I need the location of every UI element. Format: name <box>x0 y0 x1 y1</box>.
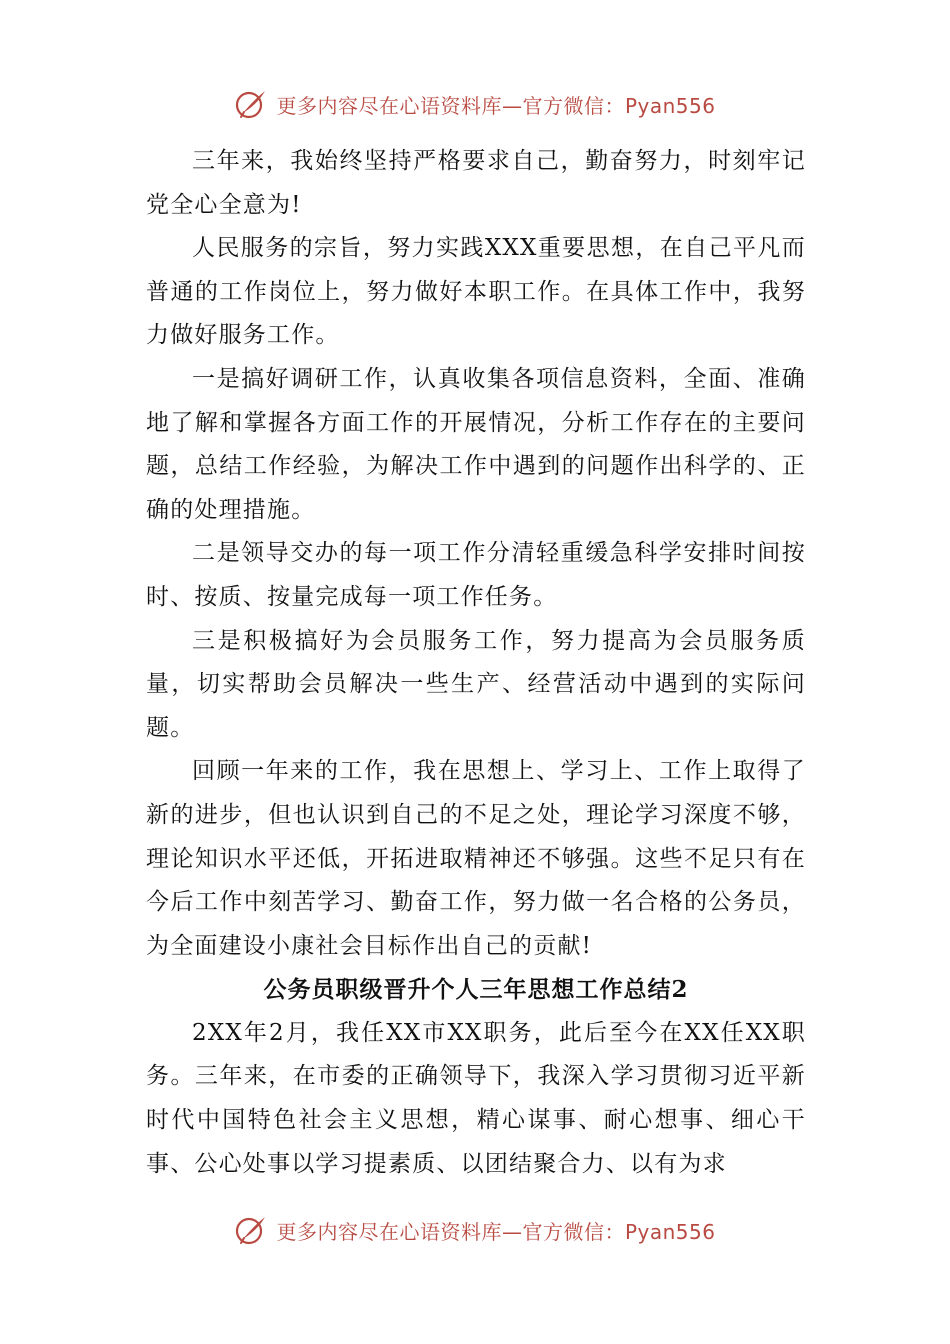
paragraph: 三是积极搞好为会员服务工作，努力提高为会员服务质量，切实帮助会员解决一些生产、经营活动中遇到的实际问题。 <box>146 627 806 741</box>
header-banner-text: 更多内容尽在心语资料库—官方微信：Pyan556 <box>276 93 716 118</box>
quill-pen-circle-icon <box>234 87 268 121</box>
paragraph: 三年来，我始终坚持严格要求自己，勤奋努力，时刻牢记党全心全意为! <box>146 148 806 218</box>
paragraph: 人民服务的宗旨，努力实践XXX重要思想，在自己平凡而普通的工作岗位上，努力做好本职工作。在具体工作中，我努力做好服务工作。 <box>146 235 806 349</box>
footer-banner <box>0 1210 950 1250</box>
paragraph: 一是搞好调研工作，认真收集各项信息资料，全面、准确地了解和掌握各方面工作的开展情况，分析工作存在的主要问题，总结工作经验，为解决工作中遇到的问题作出科学的、正确的处理措施。 <box>146 365 806 523</box>
footer-banner-text: 更多内容尽在心语资料库—官方微信：Pyan556 <box>276 1219 716 1244</box>
paragraph: 回顾一年来的工作，我在思想上、学习上、工作上取得了新的进步，但也认识到自己的不足之处，理论学习深度不够，理论知识水平还低，开拓进取精神还不够强。这些不足只有在今后工作中刻苦学习、勤奋工作，努力做一名合格的公务员，为全面建设小康社会目标作出自己的贡献! <box>146 758 806 959</box>
paragraph: 2XX年2月，我任XX市XX职务，此后至今在XX任XX职务。三年来，在市委的正确领导下，我深入学习贯彻习近平新时代中国特色社会主义思想，精心谋事、耐心想事、细心干事、公心处事以学习提素质、以团结聚合力、以有为求 <box>146 1019 806 1177</box>
paragraph: 二是领导交办的每一项工作分清轻重缓急科学安排时间按时、按质、按量完成每一项工作任务。 <box>146 540 806 610</box>
quill-pen-circle-icon <box>234 1213 268 1247</box>
header-banner <box>0 84 950 124</box>
document-body <box>146 140 806 1186</box>
section-title: 公务员职级晋升个人三年思想工作总结2 <box>263 976 689 1004</box>
